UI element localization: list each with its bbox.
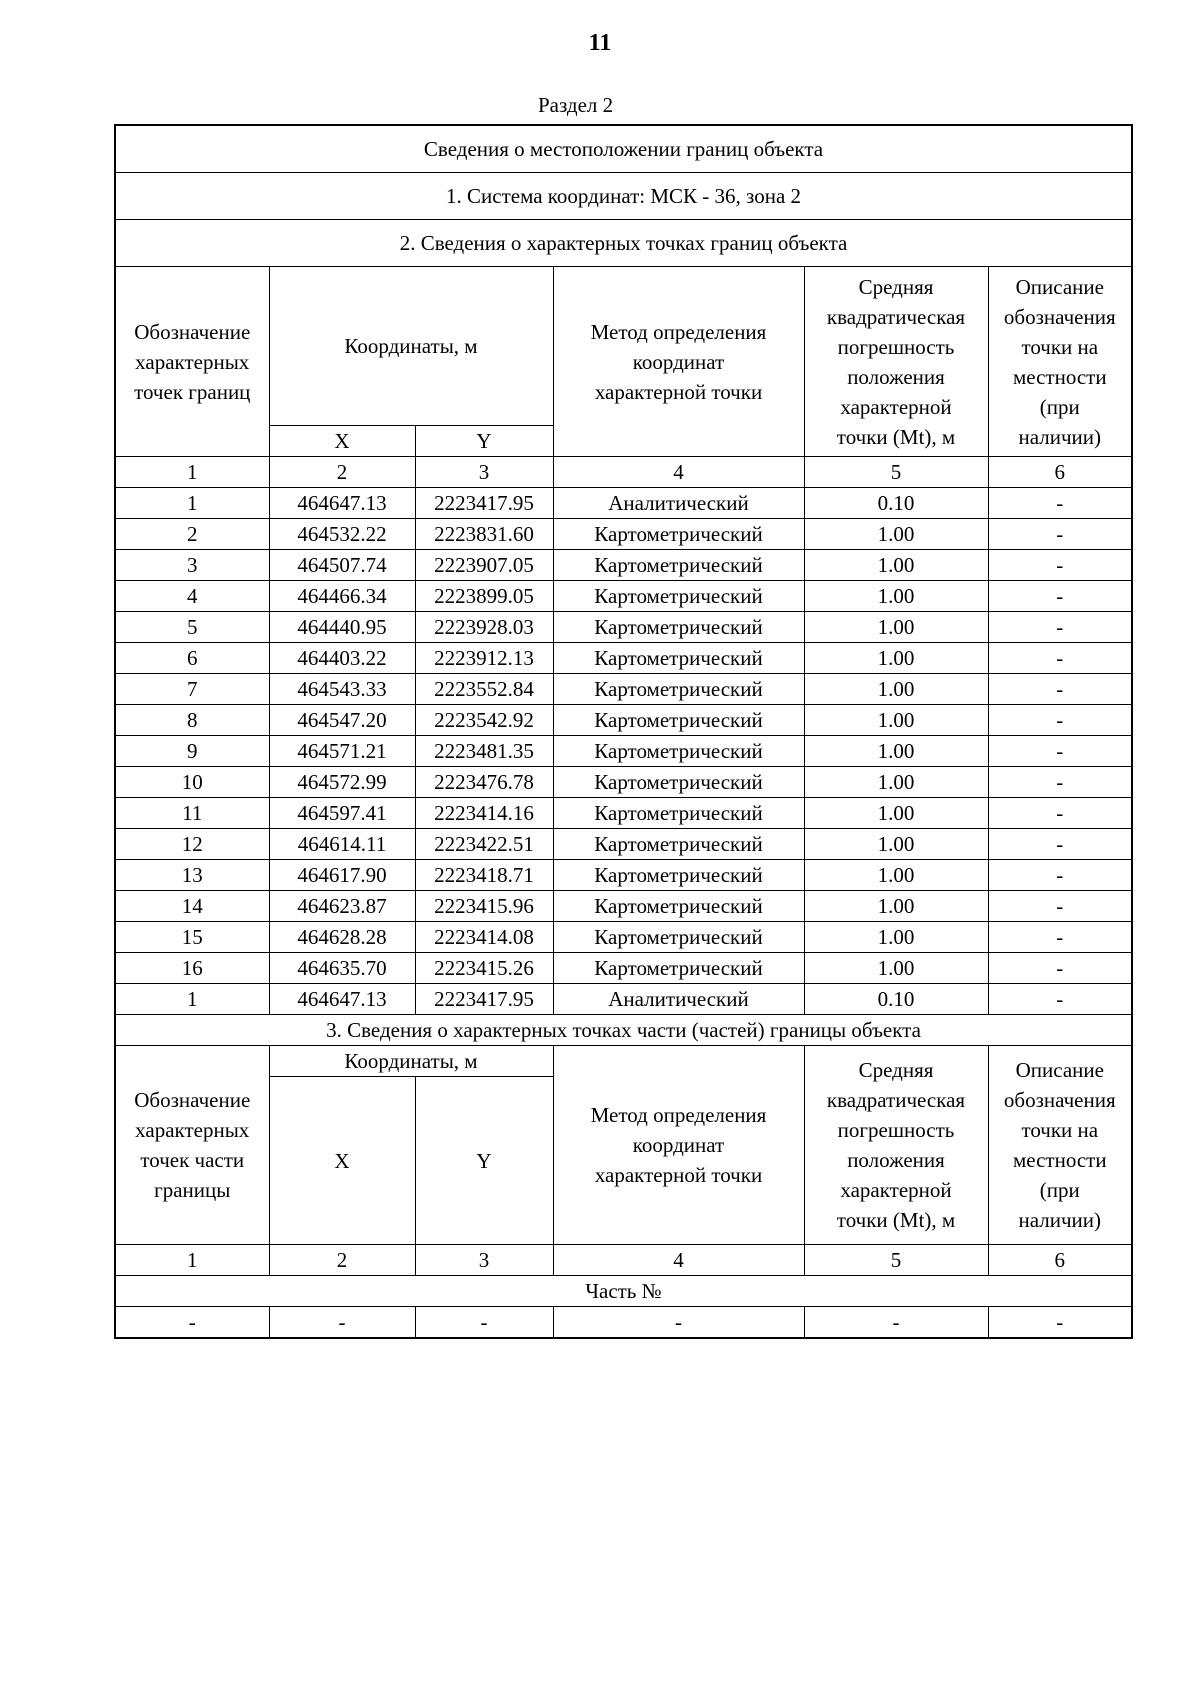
point-number: 14 (115, 891, 269, 922)
error-mt: 1.00 (804, 736, 988, 767)
s3-header-x: X (269, 1077, 415, 1245)
s3-header-coords: Координаты, м (269, 1046, 553, 1077)
s2-header-point: Обозначение характерных точек границ (115, 267, 269, 457)
coord-y: 2223415.26 (415, 953, 553, 984)
table-row (115, 891, 1132, 922)
s2-header-desc: Описание обозначения точки на местности (при наличии) (988, 267, 1132, 457)
error-mt: 1.00 (804, 798, 988, 829)
description: - (988, 860, 1132, 891)
s2-column-numbers (115, 457, 1132, 488)
table-row (115, 674, 1132, 705)
coordinate-system: 1. Система координат: МСК - 36, зона 2 (115, 173, 1132, 220)
table-row (115, 488, 1132, 519)
point-number: 15 (115, 922, 269, 953)
table-row (115, 736, 1132, 767)
point-number: 8 (115, 705, 269, 736)
description: - (988, 829, 1132, 860)
s3-header-point: Обозначение характерных точек части границы (115, 1046, 269, 1245)
coord-y: 2223414.08 (415, 922, 553, 953)
method: Картометрический (553, 736, 804, 767)
error-mt: 1.00 (804, 922, 988, 953)
point-number: 7 (115, 674, 269, 705)
point-number: 5 (115, 612, 269, 643)
description: - (988, 922, 1132, 953)
coord-x: 464572.99 (269, 767, 415, 798)
col-number: 2 (269, 1245, 415, 1276)
error-mt: - (804, 1307, 988, 1339)
point-number: 1 (115, 488, 269, 519)
error-mt: 0.10 (804, 488, 988, 519)
table-title: Сведения о местоположении границ объекта (115, 125, 1132, 173)
s2-header-method: Метод определения координат характерной точки (553, 267, 804, 457)
s3-header-error: Средняя квадратическая погрешность положения характерной точки (Mt), м (804, 1046, 988, 1245)
point-number: 10 (115, 767, 269, 798)
description: - (988, 767, 1132, 798)
method: Картометрический (553, 519, 804, 550)
description: - (988, 550, 1132, 581)
table-row (115, 798, 1132, 829)
s2-header-x: X (269, 426, 415, 457)
col-number: 2 (269, 457, 415, 488)
point-number: 13 (115, 860, 269, 891)
point-number: 2 (115, 519, 269, 550)
description: - (988, 891, 1132, 922)
point-number: 16 (115, 953, 269, 984)
s3-column-numbers (115, 1245, 1132, 1276)
method: Картометрический (553, 674, 804, 705)
description: - (988, 984, 1132, 1015)
coord-y: 2223476.78 (415, 767, 553, 798)
table-row (115, 767, 1132, 798)
coord-x: 464617.90 (269, 860, 415, 891)
coord-y: 2223481.35 (415, 736, 553, 767)
table-row (115, 612, 1132, 643)
table-row (115, 581, 1132, 612)
s3-header-y: Y (415, 1077, 553, 1245)
description: - (988, 798, 1132, 829)
coord-y: 2223415.96 (415, 891, 553, 922)
point-number: 1 (115, 984, 269, 1015)
description: - (988, 674, 1132, 705)
coord-y: 2223418.71 (415, 860, 553, 891)
coord-y: 2223899.05 (415, 581, 553, 612)
error-mt: 1.00 (804, 612, 988, 643)
table-row (115, 705, 1132, 736)
coord-y: 2223414.16 (415, 798, 553, 829)
coord-y: 2223542.92 (415, 705, 553, 736)
method: Картометрический (553, 612, 804, 643)
method: Картометрический (553, 860, 804, 891)
error-mt: 1.00 (804, 643, 988, 674)
col-number: 6 (988, 1245, 1132, 1276)
description: - (988, 488, 1132, 519)
method: Аналитический (553, 984, 804, 1015)
table-row (115, 829, 1132, 860)
description: - (988, 953, 1132, 984)
method: Аналитический (553, 488, 804, 519)
coord-x: 464543.33 (269, 674, 415, 705)
table-row (115, 953, 1132, 984)
coord-y: 2223417.95 (415, 488, 553, 519)
s3-rows (115, 1307, 1132, 1339)
error-mt: 1.00 (804, 891, 988, 922)
col-number: 6 (988, 457, 1132, 488)
coord-x: 464440.95 (269, 612, 415, 643)
boundary-table (114, 124, 1133, 1339)
error-mt: 1.00 (804, 860, 988, 891)
error-mt: 1.00 (804, 953, 988, 984)
col-number: 3 (415, 457, 553, 488)
s2-rows (115, 488, 1132, 1015)
method: Картометрический (553, 798, 804, 829)
point-number: 4 (115, 581, 269, 612)
section-label: Раздел 2 (538, 93, 614, 117)
coord-y: 2223552.84 (415, 674, 553, 705)
description: - (988, 612, 1132, 643)
table-row (115, 922, 1132, 953)
description: - (988, 581, 1132, 612)
method: Картометрический (553, 705, 804, 736)
method: Картометрический (553, 581, 804, 612)
coord-y: 2223831.60 (415, 519, 553, 550)
error-mt: 1.00 (804, 829, 988, 860)
description: - (988, 519, 1132, 550)
point-number: - (115, 1307, 269, 1339)
s2-header-coords: Координаты, м (269, 267, 553, 426)
coord-x: 464623.87 (269, 891, 415, 922)
error-mt: 0.10 (804, 984, 988, 1015)
error-mt: 1.00 (804, 550, 988, 581)
description: - (988, 705, 1132, 736)
col-number: 5 (804, 457, 988, 488)
method: Картометрический (553, 767, 804, 798)
col-number: 1 (115, 457, 269, 488)
coord-x: - (269, 1307, 415, 1339)
coord-y: - (415, 1307, 553, 1339)
method: - (553, 1307, 804, 1339)
coord-y: 2223928.03 (415, 612, 553, 643)
method: Картометрический (553, 922, 804, 953)
point-number: 3 (115, 550, 269, 581)
point-number: 12 (115, 829, 269, 860)
point-number: 9 (115, 736, 269, 767)
coord-x: 464403.22 (269, 643, 415, 674)
table-row (115, 519, 1132, 550)
table-row (115, 1307, 1132, 1339)
col-number: 4 (553, 457, 804, 488)
s3-header-method: Метод определения координат характерной точки (553, 1046, 804, 1245)
s2-header-y: Y (415, 426, 553, 457)
coord-x: 464466.34 (269, 581, 415, 612)
coord-y: 2223907.05 (415, 550, 553, 581)
coord-x: 464614.11 (269, 829, 415, 860)
method: Картометрический (553, 829, 804, 860)
table-row (115, 643, 1132, 674)
coord-x: 464647.13 (269, 984, 415, 1015)
coord-x: 464547.20 (269, 705, 415, 736)
page-number: 11 (588, 30, 612, 56)
description: - (988, 643, 1132, 674)
coord-x: 464635.70 (269, 953, 415, 984)
point-number: 6 (115, 643, 269, 674)
error-mt: 1.00 (804, 705, 988, 736)
coord-x: 464647.13 (269, 488, 415, 519)
coord-y: 2223417.95 (415, 984, 553, 1015)
method: Картометрический (553, 953, 804, 984)
col-number: 4 (553, 1245, 804, 1276)
error-mt: 1.00 (804, 767, 988, 798)
error-mt: 1.00 (804, 519, 988, 550)
method: Картометрический (553, 891, 804, 922)
description: - (988, 736, 1132, 767)
coord-x: 464597.41 (269, 798, 415, 829)
description: - (988, 1307, 1132, 1339)
method: Картометрический (553, 643, 804, 674)
coord-y: 2223912.13 (415, 643, 553, 674)
part-label: Часть № (115, 1276, 1132, 1307)
table-row (115, 984, 1132, 1015)
table-row (115, 860, 1132, 891)
coord-x: 464571.21 (269, 736, 415, 767)
col-number: 3 (415, 1245, 553, 1276)
s3-header-desc: Описание обозначения точки на местности (при наличии) (988, 1046, 1132, 1245)
coord-x: 464507.74 (269, 550, 415, 581)
point-number: 11 (115, 798, 269, 829)
s2-header-error: Средняя квадратическая погрешность положения характерной точки (Mt), м (804, 267, 988, 457)
section2-title: 2. Сведения о характерных точках границ объекта (115, 220, 1132, 267)
section3-title: 3. Сведения о характерных точках части (частей) границы объекта (115, 1015, 1132, 1046)
col-number: 1 (115, 1245, 269, 1276)
method: Картометрический (553, 550, 804, 581)
error-mt: 1.00 (804, 581, 988, 612)
coord-y: 2223422.51 (415, 829, 553, 860)
coord-x: 464628.28 (269, 922, 415, 953)
coord-x: 464532.22 (269, 519, 415, 550)
col-number: 5 (804, 1245, 988, 1276)
error-mt: 1.00 (804, 674, 988, 705)
table-row (115, 550, 1132, 581)
